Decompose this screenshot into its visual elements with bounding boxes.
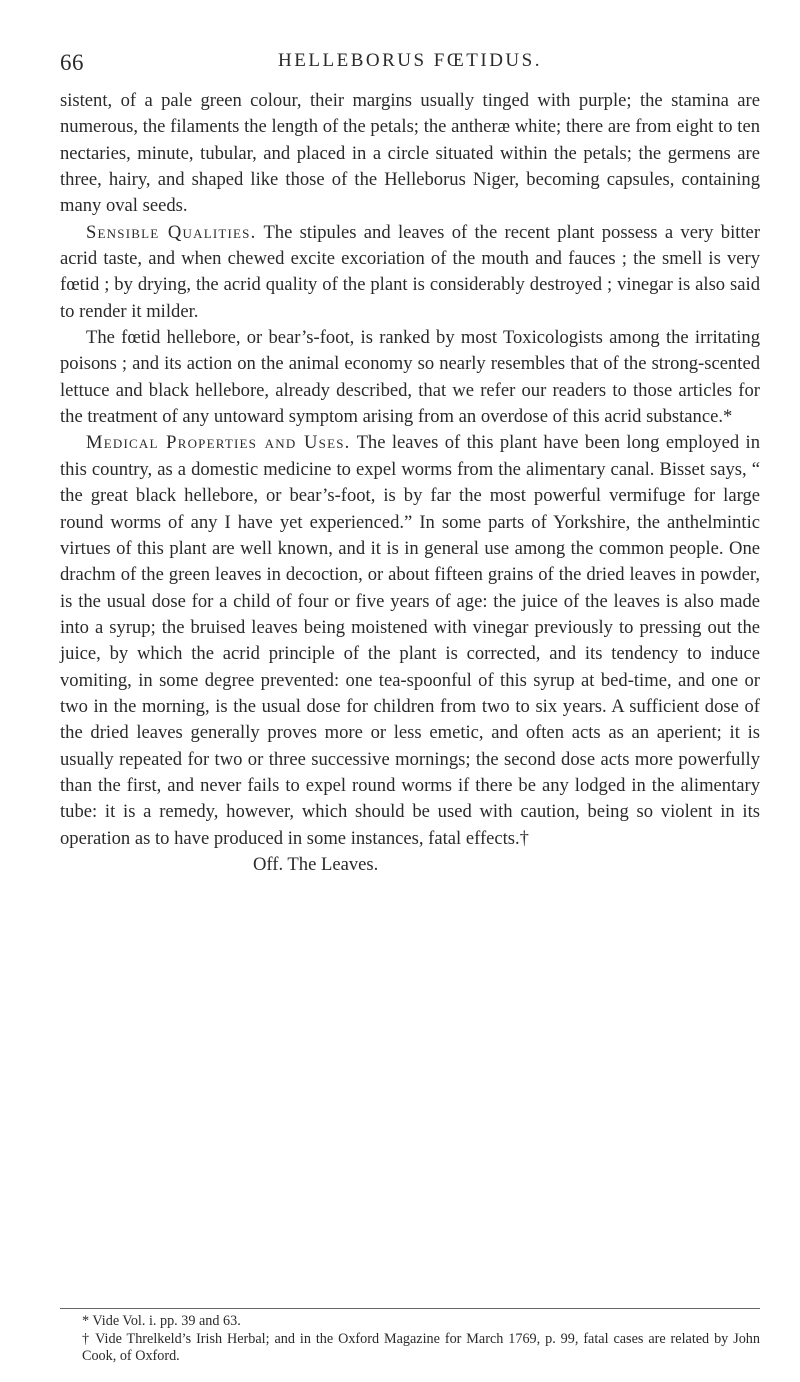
page-header [60, 50, 760, 80]
sensible-qualities-text: The stipules and leaves of the recent plant possess a very bitter acrid taste, and when chewed excite excoriation of the mouth and fauces ; the smell is very fœtid ; by drying, the acrid quality of the plant is considerably destroyed ; vinegar is also said to render it milder. [60, 221, 761, 322]
page-number: 66 [60, 50, 84, 75]
paragraph-sensible-qualities [60, 220, 760, 325]
paragraph-medical-uses [60, 430, 760, 852]
medical-uses-text: The leaves of this plant have been long employed in this country, as a domestic medicine to expel worms from the alimentary canal. Bisset says, “ the great black hellebore, or bear’s-foot, is by far the most powerful vermifuge for large round worms of any I have yet experienced.” In some parts of Yorkshire, the anthelmintic virtues of this plant are well known, and it is in general use among the common people. One drachm of the green leaves in decoction, or about fifteen grains of the dried leaves in powder, is the usual dose for a child of four or five years of age: the juice of the leaves is also made into a syrup; the bruised leaves being moistened with vinegar previously to pressing out the juice, by which the acrid principle of the plant is corrected, and its tendency to induce vomiting, in some degree prevented: one tea-spoonful of this syrup at bed-time, and one or two in the morning, is the usual dose for children from two to six years. A sufficient dose of the dried leaves generally proves more or less emetic, and often acts as an aperient; it is usually repeated for two or three successive mornings; the second dose acts more powerfully than the first, and never fails to expel round worms if there be any lodged in the alimentary tube: it is a remedy, however, which should be used with caution, being so violent in its operation as to have produced in some instances, fatal effects.† [60, 432, 761, 849]
officinal-parts-line: Off. The Leaves. [253, 853, 379, 875]
footnote-rule [60, 1308, 760, 1309]
section-heading-medical-properties: Medical Properties and Uses. [86, 432, 351, 454]
body-text [60, 88, 760, 878]
running-head: HELLEBORUS FŒTIDUS. [278, 50, 542, 71]
footnotes [60, 1313, 760, 1366]
section-heading-sensible-qualities: Sensible Qualities. [86, 221, 257, 243]
paragraph-description-continued: sistent, of a pale green colour, their margins usually tinged with purple; the stamina are numerous, the filaments the length of the petals; the antheræ white; there are from eight to ten nectaries, minute, tubular, and placed in a circle situated within the petals; the germens are three, hairy, and shaped like those of the Helleborus Niger, becoming capsules, containing many oval seeds. [60, 90, 760, 217]
footnote-2: † Vide Threlkeld’s Irish Herbal; and in the Oxford Magazine for March 1769, p. 99, fatal cases are related by John Cook, of Oxford. [82, 1330, 760, 1364]
paragraph-toxicology: The fœtid hellebore, or bear’s-foot, is ranked by most Toxicologists among the irritating poisons ; and its action on the animal economy so nearly resembles that of the strong-scented lettuce and black hellebore, already described, that we refer our readers to those articles for the treatment of any untoward symptom arising from an overdose of this acrid substance.* [60, 327, 760, 428]
footnote-1: * Vide Vol. i. pp. 39 and 63. [82, 1313, 241, 1329]
